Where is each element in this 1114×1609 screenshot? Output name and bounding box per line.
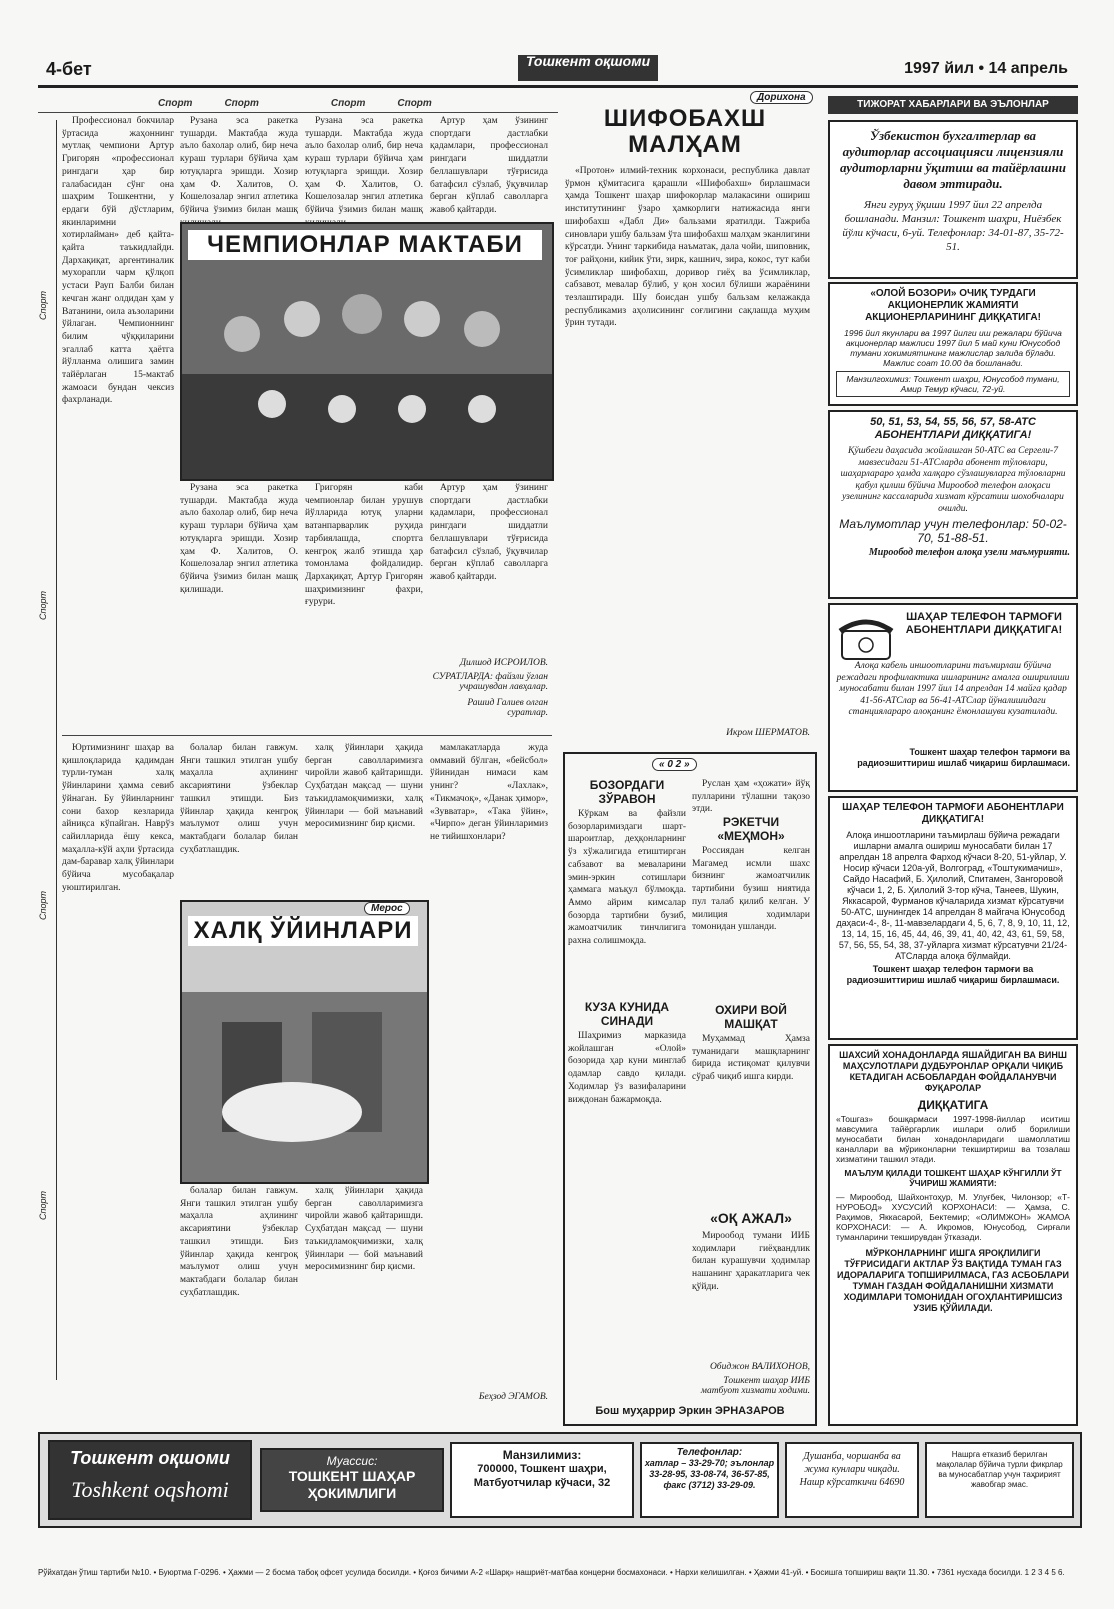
page-footer bbox=[38, 1432, 1082, 1528]
article-paragraph: мамлакатларда жуда оммавий бўлган, «бейсбол» ўйинидан нимаси кам унинг? «Лахлак», «Тикмачоқ», «Данак ҳимор», «Зувватар», «Така ўйин», «Чирпо» деган ўйинларимиз не тийишхонлари? bbox=[430, 743, 548, 842]
champions-column-2 bbox=[180, 115, 298, 220]
footer-address bbox=[450, 1442, 634, 1518]
ad-ats-subscribers bbox=[828, 410, 1078, 599]
ad-gas-list: — Мирообод, Шайхонтоҳур, М. Улуғбек, Чилонзор; «Т-НУРОБОД» ХУСУСИЙ КОРХОНАСИ: — Ҳамза, С. Раҳимов, Яккасарой, Бектемир; «ОЛИМЖОН» ЖАМОА КОРХОНАСИ: — А. Икромов, Юнусобод, Сирғали туманларини текширувдан ўтказади. bbox=[836, 1192, 1070, 1242]
o2-text bbox=[692, 1033, 810, 1203]
games-column-1 bbox=[62, 742, 174, 1382]
article-paragraph: Руслан ҳам «ҳожати» йўқ пулларини тўлашни тақозо этди. bbox=[692, 779, 810, 815]
article-paragraph: Юртимизнинг шаҳар ва қишлоқларида қадимдан турли-туман халқ ўйинларини ҳамма севиб ўйнаган. Бу ўйинларнинг сони бахор кезларида айниқса кўпайган. Наврўз сайилларида ёшу кекса, маҳалла-кўй аҳли ўртасида дам-баравар халқ ўйинлари бўйича мусобақалар уюштирилган. bbox=[62, 743, 174, 893]
o2-subheading: КУЗА КУНИДА СИНАДИ bbox=[584, 1000, 670, 1028]
article-paragraph: Артур ҳам ўзининг спортдаги дастлабки қадамлари, профессионал рингдаги шиддатли беллашувлари тўғрисида батафсил сўзлаб, ўқувчилар берган кўплаб саволларга жавоб қайтарди. bbox=[430, 116, 548, 215]
ad-phone-title: ШАҲАР ТЕЛЕФОН ТАРМОҒИ АБОНЕНТЛАРИ ДИҚҚАТИГА! bbox=[905, 611, 1063, 636]
o2-text bbox=[568, 808, 686, 998]
ad-phone-signature: Тошкент шаҳар телефон тармоғи ва радиоэшиттириш ишлаб чиқариш бирлашмаси. bbox=[857, 747, 1070, 768]
footer-logo-latin: Toshkent oqshomi bbox=[71, 1477, 229, 1502]
ad-oloy-title: «ОЛОЙ БОЗОРИ» ОЧИҚ ТУРДАГИ АКЦИОНЕРЛИК ЖАМИЯТИ АКЦИОНЕРЛАРИНИНГ ДИҚҚАТИГА! bbox=[865, 288, 1041, 323]
sport-label: Спорт bbox=[397, 98, 432, 109]
champions-column-1 bbox=[62, 115, 174, 730]
games-column-6 bbox=[305, 1185, 423, 1385]
remedy-text bbox=[565, 165, 810, 725]
ad-gas-warning: МЎРКОНЛАРНИНГ ИШГА ЯРОҚЛИЛИГИ ТЎҒРИСИДАГИ АКТЛАР ЎЗ ВАҚТИДА ТУМАН ГАЗ ИДОРАЛАРИГА ТОПШИРИЛМАСА, ГАЗ АСБОБЛАРИ ТУМАН ГАЗДАН ФОЙДАЛАНИШНИ ХИЗМАТИ ХОДИМЛАРИ ТОМОНИДАН ОГОҲЛАНТИРИШСИЗ УЗИБ ҚЎЙИЛАДИ. bbox=[836, 1248, 1070, 1313]
vertical-label: Спорт bbox=[38, 891, 48, 920]
ad-phone-network-2 bbox=[828, 796, 1078, 1040]
phones-label: Телефонлар: bbox=[676, 1447, 743, 1458]
article-paragraph: Профессионал бокчилар ўртасида жаҳоннинг мутлақ чемпиони Артур Григорян «профессионал рингдаги ҳар бир галабасидан сўнг она шаҳрим Тошкентни, у ердаги бўй дўстларим, якинларимни хотирлайман» деб қайта-қайта таъкидлайди. Дархақиқат, аргентиналик мухорапли чарм қўлқоп устаси Рауп Балби билан кечган жанг олдидан ҳам у Ватанини, оила аъзоларини ўйлаган. Чемпионнинг билим чўққиларини эгаллаб катта ҳаётга йўлланма олишига замин тайёрлаган 15-мактаб жамоаси бундан чексиз фахрланади. bbox=[62, 116, 174, 406]
editor-line: Бош муҳаррир Эркин ЭРНАЗАРОВ bbox=[595, 1405, 785, 1417]
o2-subheading: БОЗОРДАГИ ЗЎРАВОН bbox=[589, 778, 665, 806]
o2-text bbox=[692, 778, 810, 815]
masthead-logo: Тошкент оқшоми bbox=[518, 55, 658, 81]
ad-gas-subtitle: ДИҚҚАТИГА bbox=[917, 1098, 989, 1112]
issue-date: 1997 йил • 14 апрель bbox=[904, 60, 1068, 77]
o2-subheading: «ОҚ АЖАЛ» bbox=[710, 1210, 792, 1226]
o2-subheading: РЭКЕТЧИ «МЕҲМОН» bbox=[717, 815, 785, 843]
games-headline: ХАЛҚ ЎЙИНЛАРИ bbox=[188, 916, 418, 946]
footer-note bbox=[925, 1442, 1074, 1518]
footer-logo-cyrillic: Тошкент оқшоми bbox=[70, 1448, 230, 1468]
ad-ats-phones: Маълумотлар учун телефонлар: 50-02-70, 51-88-51. bbox=[839, 517, 1067, 545]
games-column-2 bbox=[180, 742, 298, 897]
o2-section-tag: « 0 2 » bbox=[652, 758, 697, 771]
champions-column-3 bbox=[305, 115, 423, 220]
ad-phone2-signature: Тошкент шаҳар телефон тармоғи ва радиоэшиттириш ишлаб чиқариш бирлашмаси. bbox=[846, 964, 1060, 985]
games-column-4 bbox=[430, 742, 548, 1382]
note-text: Нашрга етказиб берилган мақолалар бўйича турли фикрлар ва муносабатлар учун таҳририят жавобгар эмас. bbox=[936, 1450, 1063, 1489]
ad-ats-title: 50, 51, 53, 54, 55, 56, 57, 58-АТС АБОНЕНТЛАРИ ДИҚҚАТИГА! bbox=[870, 416, 1036, 441]
ad-gas-info: МАЪЛУМ ҚИЛАДИ ТОШКЕНТ ШАҲАР КЎНГИЛЛИ ЎТ ЎЧИРИШ ЖАМИЯТИ: bbox=[844, 1168, 1062, 1188]
champions-photo-caption: СУРАТЛАРДА: файзли ўғлан учрашувдан лавҳалар. bbox=[432, 672, 548, 692]
founder-name: ТОШКЕНТ ШАҲАР ҲОКИМЛИГИ bbox=[288, 1468, 416, 1501]
ad-auditors-title: Ўзбекистон бухгалтерлар ва аудиторлар ассоциацияси лицензияли аудиторларни ўқитиш ва тайёрлашни давом эттиради. bbox=[839, 128, 1067, 191]
page-header bbox=[38, 55, 1078, 88]
ad-oloy-address: Манзилгохимиз: Тошкент шаҳри, Юнусобод тумани, Амир Темур кўчаси, 72-уй. bbox=[836, 371, 1070, 397]
o2-text bbox=[692, 845, 810, 1000]
champions-column-5 bbox=[180, 482, 298, 727]
footer-imprint: Рўйхатдан ўтиш тартиби №10. • Буюртма Г-0296. • Ҳажми — 2 босма табоқ офсет усулида босилди. • Қоғоз бичими А-2 «Шарқ» нашриёт-матбаа концерни босмахонаси. • Нархи келишилган. • Ҳажми 41-уй. • Босишга топшириш вақти 11.30. • 7361 нусхада босилди. 1 2 3 4 5 6. bbox=[38, 1568, 1065, 1577]
ad-phone-text: Алоқа кабель иншоотларини таъмирлаш бўйича режадаги профилактика ишларининг амалга оширилиши муносабати билан 1997 йил 14 апрелдан 14 майга қадар 41-56-АТСлар ва 56-41-АТСлар йўналишидаги станциялараро алоқанинг ёмонлашуви кузатилади. bbox=[836, 661, 1070, 717]
champions-headline: ЧЕМПИОНЛАР МАКТАБИ bbox=[188, 230, 542, 260]
ad-phone2-text: Алоқа иншоотларини таъмирлаш бўйича режадаги ишларни амалга ошириш муносабати билан 17 апрелдан 18 апрелга Фарход кўчаси 8-20, 51-уйлар, У. Носир кўчаси 120а-уй, Волгоград, «Тоштукимачиш», Сайдо Насафий, Б. Ҳилолий, Спитамен, Зангоровой кўчаси 1, 2, Б. Ҳилолий 3-тор кўча, Танеев, Шукин, Яккасарой, Фурманов кўчаларида хизмат кўрсатувчи 50-АТС, шунингдек 14 апрелдан 8 майгача Юнусобод даҳаси-4-, 8-, 11-мавзелардаги 4, 5, 6, 7, 8, 9, 10, 11, 12, 13, 14, 15, 16, 45, 44, 46, 39, 41, 40, 42, 43, 61, 59, 58, 57, 56, 55, 54, 38, 37-уйларга хизмат кўрсатувчи 21/24-АТСларда алоқа бўлмайди. bbox=[836, 830, 1070, 961]
article-paragraph: Рузана эса ракетка тушарди. Мактабда жуда аъло бахолар олиб, бир неча кураш турлари бўйича ҳам ютуқларга эришди. Хозир ҳам Ф. Халитов, О. Кошелозалар энгил атлетика бўйича ўзимиз билан машқ қилишади. bbox=[180, 483, 298, 595]
address-text: 700000, Тошкент шаҳри, Матбуотчилар кўчаси, 32 bbox=[473, 1463, 611, 1489]
vertical-label: Спорт bbox=[38, 291, 48, 320]
article-paragraph: Россиядан келган Магамед исмли шахс бизнинг жамоатчилик тартибини бузиш ниятида пул талаб қилиб келган. У милиция ходимлари томонидан ушланди. bbox=[692, 846, 810, 933]
telephone-icon bbox=[836, 613, 896, 663]
ad-phone-network bbox=[828, 603, 1078, 792]
ad-oloy-bazaar bbox=[828, 282, 1078, 406]
sport-label: Спорт bbox=[330, 98, 366, 109]
article-paragraph: халқ ўйинлари ҳақида берган саволларимизга чиройли жавоб қайтаришди. Суҳбатдан мақсад — шуни таъкидламоқчимизки, халқ ўйинлари — бой маънавий меросимизнинг бир қисми. bbox=[305, 743, 423, 830]
games-photo bbox=[180, 900, 429, 1184]
vertical-label: Спорт bbox=[38, 1191, 48, 1220]
ad-gas-text: «Тошгаз» бошқармаси 1997-1998-йиллар иситиш мавсумига тайёргарлик ишлари олиб борилиши муносабати билан хонадонларидаги шамоллатиш каналлари ва мўриконларни текширтириш ва тозалаш хизматини ташкил этади. bbox=[836, 1114, 1070, 1164]
sport-label: Спорт bbox=[158, 98, 193, 109]
sport-section-bar bbox=[38, 98, 558, 113]
ad-ats-signature: Мирообод телефон алоқа узели маъмурияти. bbox=[868, 547, 1070, 558]
o2-subheading: ОХИРИ ВОЙ МАШҚАТ bbox=[715, 1003, 787, 1031]
footer-founder bbox=[260, 1448, 444, 1512]
article-paragraph: «Протон» илмий-техник корхонаси, республика давлат ўрмон қўмитасига қарашли «Шифобахш» бирлашмаси ҳамда Тошкент шаҳар шифокорлар малакасини ошириш институтининг ўзаро ҳамкорлиги натижасида янги шифобахш «Дабл Ди» бальзами яратилди. Тажриба синовлари ушбу бальзам ўта шифобахш малҳам эканлигини кўрсатди. Унинг таркибида наъматак, дала чойи, шиповник, тоғ райҳони, кийик ўти, зирк, кашнич, зира, кокос, тут каби ўсимликлар шифобахш, доривор гиёҳ ва ўсимликлар, сабзавот, мевалар бўлиб, у қон хосил бўлиши жараёнини тезлаштиради. Шу боисдан ушбу бальзам келажакда республикамиз аҳолисининг соғлигини сақлашда муҳим ўрин тутади. bbox=[565, 166, 810, 329]
footer-logo bbox=[48, 1440, 252, 1520]
article-paragraph: Кўркам ва файзли бозорларимиздаги шарт-шароитлар, деҳқонларнинг ўз хўжалигида етиштирган сабзавот ва меваларини эмин-эркин сотишлари ҳаммага маъқул бўлмоқда. Аммо айрим кимсалар бозорда тартибни бузиб, жамоатчилик тинчлигига рахна солишмоқда. bbox=[568, 809, 686, 947]
vertical-sport-rail bbox=[38, 120, 57, 1380]
ad-ats-text: Қўшбеги даҳасида жойлашган 50-АТС ва Сергели-7 мавзесидаги 51-АТСларда абонент тўловлари, шаҳарлараро ҳамда халқаро сўзлашувларга тўловларни қабул қилиш бўйича Мирообод телефон алоқаси узелининг кассаларида хизмат кўрсатиш шохобчалари очилди. bbox=[840, 446, 1066, 514]
ad-auditors bbox=[828, 120, 1078, 279]
sport-label: Спорт bbox=[224, 98, 259, 109]
article-paragraph: Мирообод тумани ИИБ ходимлари гиёҳвандлик билан курашувчи ҳодимлар нашанинг ҳаракатларига чек қўйди. bbox=[692, 1231, 810, 1292]
ad-gas-safety bbox=[828, 1044, 1078, 1426]
footer-schedule bbox=[785, 1442, 919, 1518]
champions-photo bbox=[180, 222, 554, 481]
ad-oloy-text: 1996 йил якунлари ва 1997 йилги иш режалари бўйича акционерлар мажлиси 1997 йил 5 май куни Юнусобод тумани хокимиятининг мажлислар залида бўлади. Мажлис соат 10.00 да бошланади. bbox=[844, 328, 1062, 368]
ad-phone2-title: ШАҲАР ТЕЛЕФОН ТАРМОҒИ АБОНЕНТЛАРИ ДИҚҚАТИГА! bbox=[842, 802, 1064, 825]
remedy-headline: ШИФОБАХШ МАЛҲАМ bbox=[603, 105, 767, 158]
article-paragraph: Рузана эса ракетка тушарди. Мактабда жуда аъло бахолар олиб, бир неча кураш турлари бўйича ҳам ютуқларга эришди. Хозир ҳам Ф. Халитов, О. Кошелозалар энгил атлетика бўйича ўзимиз билан машқ bbox=[180, 116, 298, 215]
footer-phones bbox=[640, 1442, 779, 1518]
champions-column-6 bbox=[305, 482, 423, 727]
vertical-label: Спорт bbox=[38, 591, 48, 620]
champions-column-4 bbox=[430, 115, 548, 220]
divider bbox=[62, 735, 552, 736]
champions-photo-credit: Рашид Галиев олган суратлар. bbox=[467, 698, 548, 718]
games-author: Беҳзод ЭГАМОВ. bbox=[478, 1392, 548, 1402]
article-paragraph: Рузана эса ракетка тушарди. Мактабда жуда аъло бахолар олиб, бир неча кураш турлари бўйича ҳам ютуқларга эришди. Хозир ҳам Ф. Халитов, О. Кошелозалар энгил атлетика бўйича ўзимиз билан машқ bbox=[305, 116, 423, 215]
article-paragraph: халқ ўйинлари ҳақида берган саволларимизга чиройли жавоб қайтаришди. Суҳбатдан мақсад — шуни таъкидламоқчимизки, халқ ўйинлари — бой маънавий меросимизнинг бир қисми. bbox=[305, 1186, 423, 1273]
ad-auditors-details: Янги гуруҳ ўқиши 1997 йил 22 апрелда бошланади. Манзил: Тошкент шаҳри, Ниёзбек йўли кўчаси, 6-уй. Телефонлар: 34-01-87, 35-72-51. bbox=[842, 199, 1064, 253]
remedy-section-tag: Дорихона bbox=[750, 91, 813, 104]
article-paragraph: Артур ҳам ўзининг спортдаги дастлабки қадамлари, профессионал рингдаги шиддатли беллашувлари тўғрисида батафсил сўзлаб, ўқувчилар берган кўплаб саволларга жавоб қайтарди. bbox=[430, 483, 548, 582]
games-column-5 bbox=[180, 1185, 298, 1385]
o2-author: Обиджон ВАЛИХОНОВ, bbox=[709, 1362, 810, 1372]
article-paragraph: Муҳаммад Ҳамза туманидаги машқларнинг бирида истиқомат қилувчи сўраб чиқиб ишга кирди. bbox=[692, 1034, 810, 1083]
article-paragraph: Григорян каби чемпионлар билан урушув йўлларида ютуқ уларни ватанпарварлик руҳида тарбиялашда, спортга кенгроқ жалб этишда ҳар томонлама фойдалидир. Дархақиқат, Артур Григорян шаҳримизнинг фахри, ғурури. bbox=[305, 483, 423, 608]
group-photo-image bbox=[182, 224, 552, 479]
o2-author-title: Тошкент шаҳар ИИБ матбуот хизмати ходими. bbox=[700, 1376, 810, 1396]
article-paragraph: болалар билан гавжум. Янги ташкил этилган ушбу маҳалла аҳлининг аксариятини ўзбеклар ташкил этишди. Биз ўйинлар ҳақида кенгроқ маълумот олиш учун мактабдаги болалар билан суҳбатлашдик. bbox=[180, 743, 298, 855]
article-paragraph: болалар билан гавжум. Янги ташкил этилган ушбу маҳалла аҳлининг аксариятини ўзбеклар ташкил этишди. Биз ўйинлар ҳақида кенгроқ маълумот олиш учун мактабдаги болалар билан суҳбатлашдик. bbox=[180, 1186, 298, 1298]
ads-section-title: ТИЖОРАТ ХАБАРЛАРИ ВА ЭЪЛОНЛАР bbox=[828, 96, 1078, 114]
phones-text: хатлар – 33-29-70; эълонлар 33-28-95, 33-08-74, 36-57-85, факс (3712) 33-29-09. bbox=[644, 1458, 775, 1490]
founder-label: Муассис: bbox=[326, 1454, 378, 1468]
ad-gas-title: ШАХСИЙ ХОНАДОНЛАРДА ЯШАЙДИГАН ВА ВИНШ МАҲСУЛОТЛАРИ ДУДБУРОНЛАР ОРҚАЛИ ЧИҚИБ КЕТАДИГАН АСБОБЛАРДАН ФОЙДАЛАНУВЧИ ФУҚАРОЛАР bbox=[839, 1050, 1067, 1093]
remedy-author: Икром ШЕРМАТОВ. bbox=[726, 728, 810, 738]
games-column-3 bbox=[305, 742, 423, 897]
games-section-tag: Мерос bbox=[364, 902, 410, 915]
o2-text bbox=[692, 1230, 810, 1360]
page-number: 4-бет bbox=[46, 59, 92, 79]
o2-text bbox=[568, 1030, 686, 1415]
champions-author: Дилшод ИСРОИЛОВ. bbox=[460, 658, 548, 668]
article-paragraph: Шаҳримиз марказида жойлашган «Олой» бозорида ҳар куни минглаб одамлар савдо қилади. Ходимлар ўз вазифаларини виждонан бажармоқда. bbox=[568, 1031, 686, 1105]
schedule-text: Душанба, чоршанба ва жума кунлари чиқади. Нашр кўрсаткичи 64690 bbox=[799, 1451, 905, 1488]
champions-column-7 bbox=[430, 482, 548, 652]
address-label: Манзилимиз: bbox=[502, 1448, 582, 1462]
